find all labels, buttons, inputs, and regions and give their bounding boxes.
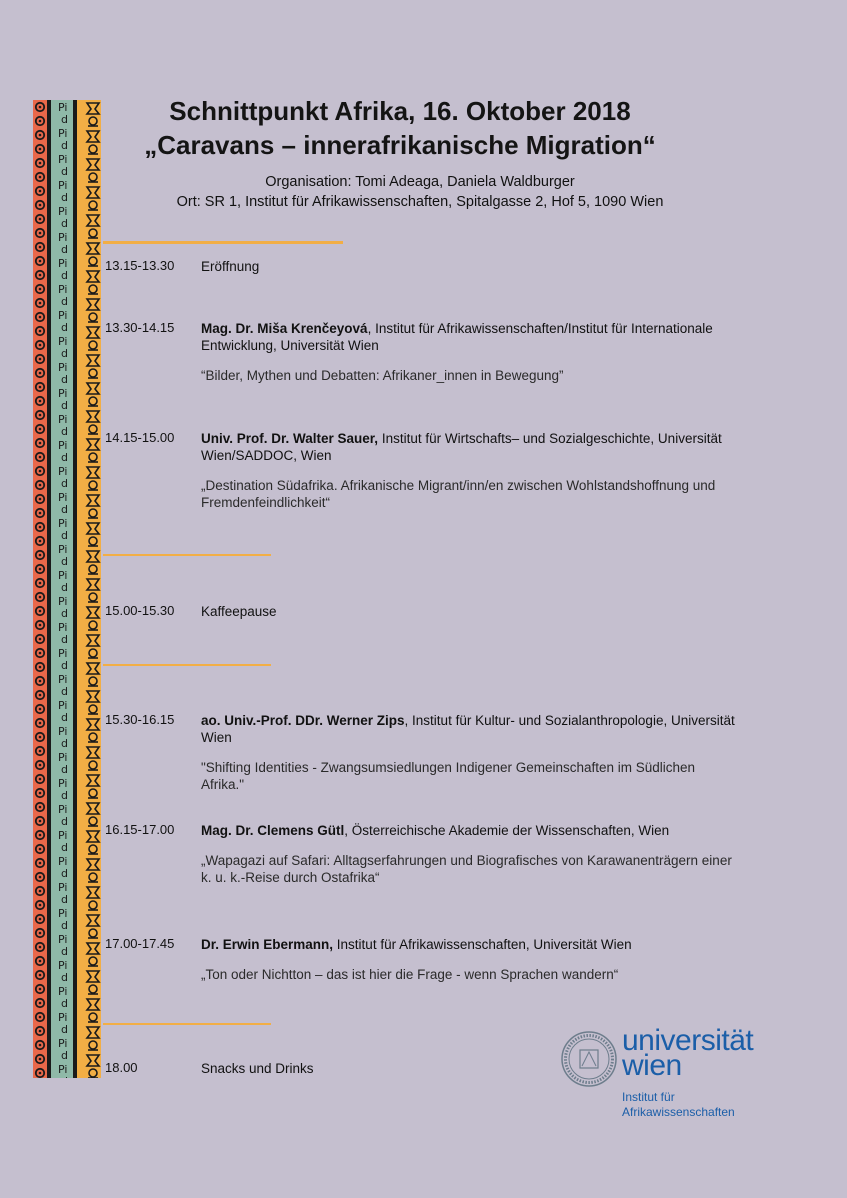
talk-title: „Destination Südafrika. Afrikanische Migrant/inn/en zwischen Wohlstandshoffnung und Fremdenfeindlichkeit“: [201, 478, 716, 510]
program-time: 14.15-15.00: [105, 430, 175, 445]
speaker-affiliation: Institut für Afrikawissenschaften, Universität Wien: [333, 937, 632, 952]
program-label: Snacks und Drinks: [201, 1061, 314, 1076]
program-label: Eröffnung: [201, 259, 260, 274]
program-body: [201, 936, 741, 983]
talk-title: „Wapagazi auf Safari: Alltagserfahrungen und Biografisches von Karawanenträgern einer k. u. k.-Reise durch Ostafrika“: [201, 853, 732, 885]
event-meta: [110, 172, 730, 212]
location-text: Ort: SR 1, Institut für Afrikawissenschaften, Spitalgasse 2, Hof 5, 1090 Wien: [176, 194, 664, 210]
program-body: [201, 603, 741, 620]
african-pattern-border-icon: [33, 100, 103, 1078]
university-seal-icon: [560, 1030, 618, 1088]
logo-name-line-1: universität: [622, 1024, 754, 1057]
program-time: 13.15-13.30: [105, 258, 175, 273]
program-body: [201, 712, 741, 793]
talk-title: “Bilder, Mythen und Debatten: Afrikaner_innen in Bewegung”: [201, 368, 564, 383]
program-label: Kaffeepause: [201, 604, 277, 619]
program-body: [201, 430, 741, 511]
program-body: [201, 822, 741, 886]
speaker-affiliation: , Institut für Afrikawissenschaften/Institut für Internationale Entwicklung, Universität Wien: [201, 321, 713, 353]
divider: [103, 554, 271, 556]
program-time: 15.30-16.15: [105, 712, 175, 727]
speaker-affiliation: , Österreichische Akademie der Wissenschaften, Wien: [344, 823, 670, 838]
logo-wordmark: [622, 1024, 754, 1082]
program-body: [201, 258, 741, 275]
logo-institute-line-2: Afrikawissenschaften: [622, 1105, 735, 1119]
speaker-affiliation: , Institut für Kultur- und Sozialanthropologie, Universität Wien: [201, 713, 735, 745]
program-time: 15.00-15.30: [105, 603, 175, 618]
logo-institute: [622, 1090, 735, 1120]
speaker-name: Mag. Dr. Miša Krenčeyová: [201, 321, 368, 336]
speaker-name: ao. Univ.-Prof. DDr. Werner Zips: [201, 713, 405, 728]
logo-institute-line-1: Institut für: [622, 1090, 675, 1104]
speaker-name: Mag. Dr. Clemens Gütl: [201, 823, 345, 838]
program-time: 17.00-17.45: [105, 936, 175, 951]
logo-name-line-2: wien: [622, 1049, 682, 1082]
divider: [103, 664, 271, 666]
program-time: 13.30-14.15: [105, 320, 175, 335]
program-body: [201, 320, 741, 384]
title-line-2: „Caravans – innerafrikanische Migration“: [144, 130, 656, 160]
divider: [103, 1023, 271, 1025]
talk-title: „Ton oder Nichtton – das ist hier die Frage - wenn Sprachen wandern“: [201, 967, 619, 982]
speaker-name: Univ. Prof. Dr. Walter Sauer,: [201, 431, 379, 446]
program-time: 18.00: [105, 1060, 138, 1075]
organisation-text: Organisation: Tomi Adeaga, Daniela Waldburger: [265, 174, 575, 190]
talk-title: "Shifting Identities - Zwangsumsiedlungen Indigener Gemeinschaften im Südlichen Afrika.": [201, 760, 696, 792]
divider: [103, 241, 343, 244]
program-time: 16.15-17.00: [105, 822, 175, 837]
event-title: [110, 94, 690, 162]
speaker-name: Dr. Erwin Ebermann,: [201, 937, 334, 952]
university-logo: [560, 1024, 780, 1125]
speaker-affiliation: Institut für Wirtschafts– und Sozialgeschichte, Universität Wien/SADDOC, Wien: [201, 431, 722, 463]
title-line-1: Schnittpunkt Afrika, 16. Oktober 2018: [169, 96, 631, 126]
